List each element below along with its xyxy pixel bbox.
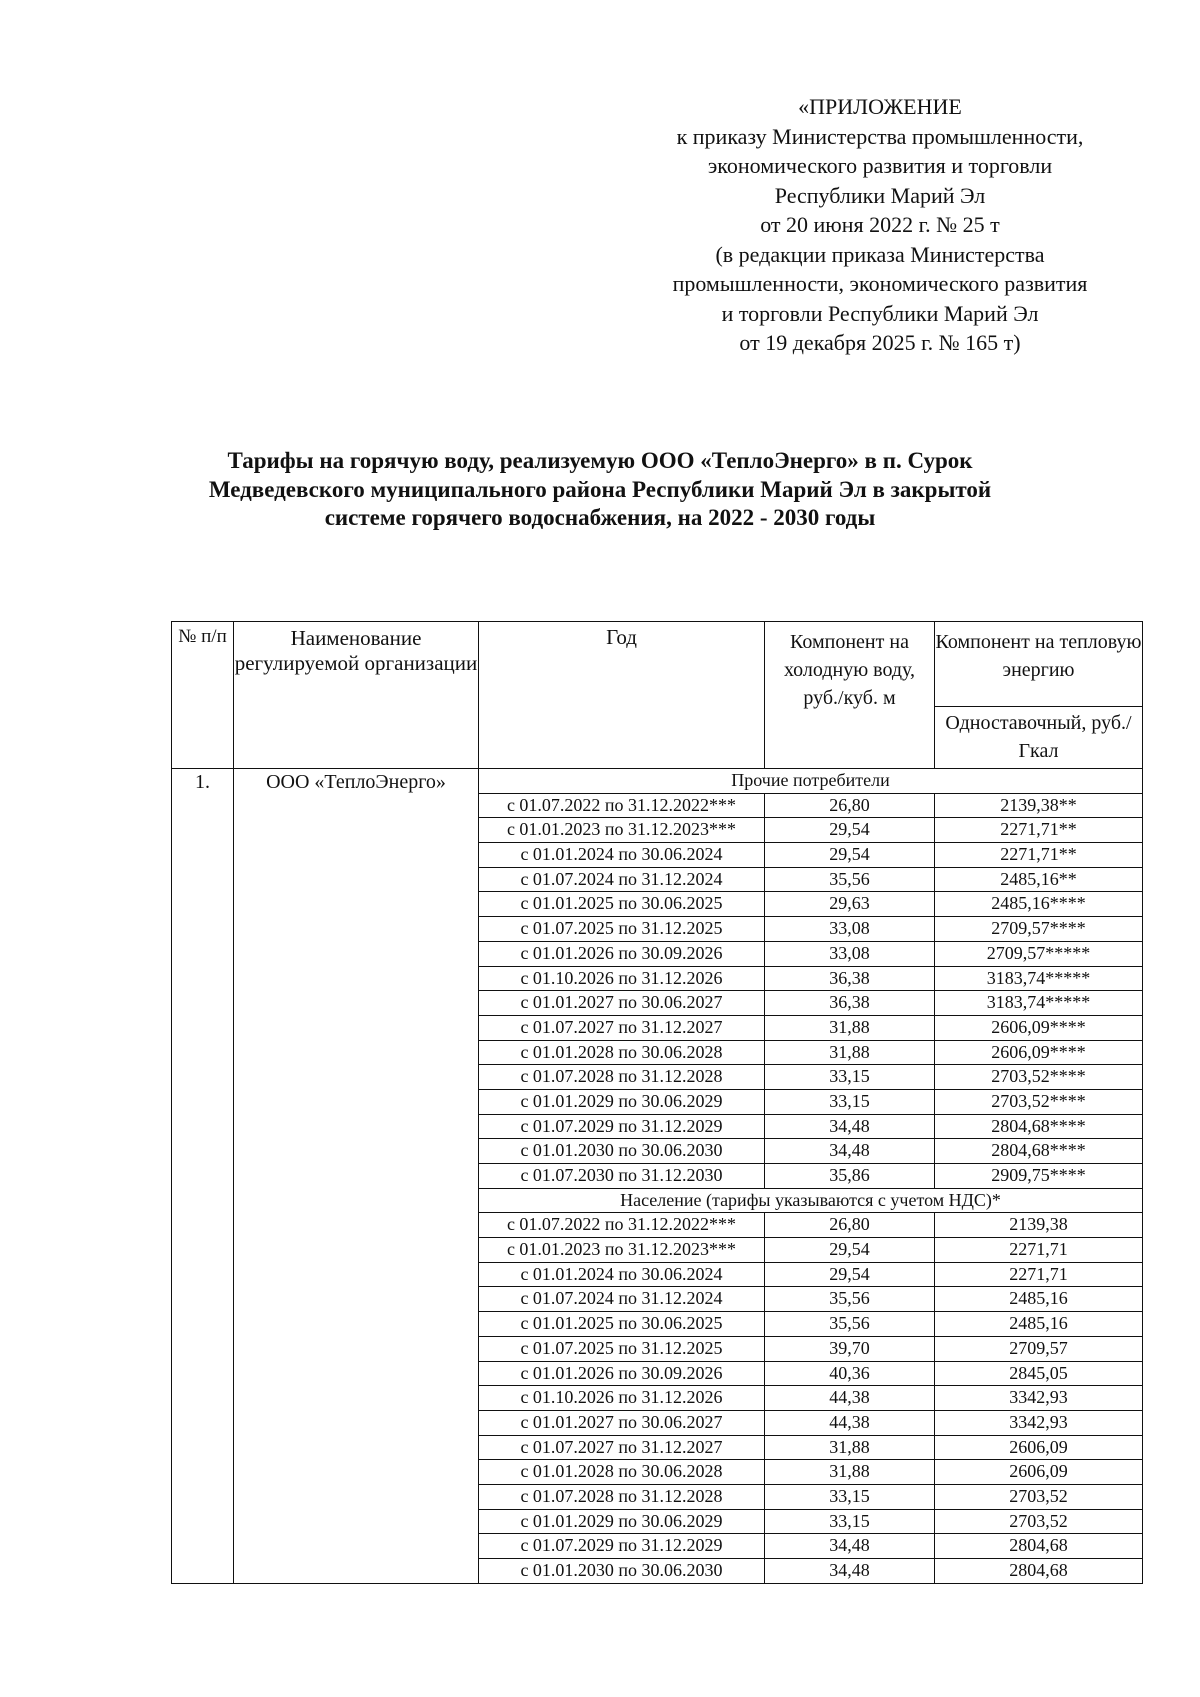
period-cell: с 01.01.2030 по 30.06.2030 xyxy=(479,1559,765,1584)
heat-energy-cell: 2709,57 xyxy=(935,1336,1143,1361)
period-cell: с 01.07.2027 по 31.12.2027 xyxy=(479,1435,765,1460)
heat-energy-cell: 3183,74***** xyxy=(935,966,1143,991)
appendix-line: от 19 декабря 2025 г. № 165 т) xyxy=(739,330,1021,355)
heat-energy-cell: 2606,09**** xyxy=(935,1040,1143,1065)
cold-water-cell: 33,15 xyxy=(765,1484,935,1509)
cold-water-cell: 44,38 xyxy=(765,1410,935,1435)
appendix-line: промышленности, экономического развития xyxy=(672,271,1088,296)
period-cell: с 01.10.2026 по 31.12.2026 xyxy=(479,1386,765,1411)
cold-water-cell: 35,56 xyxy=(765,1312,935,1337)
heat-energy-cell: 3342,93 xyxy=(935,1410,1143,1435)
appendix-line: к приказу Министерства промышленности, xyxy=(676,123,1084,149)
cold-water-cell: 34,48 xyxy=(765,1559,935,1584)
heat-energy-cell: 2703,52 xyxy=(935,1484,1143,1509)
heat-energy-cell: 2804,68**** xyxy=(935,1114,1143,1139)
period-cell: с 01.01.2030 по 30.06.2030 xyxy=(479,1139,765,1164)
appendix-line: и торговли Республики Марий Эл xyxy=(721,300,1039,326)
appendix-line: (в редакции приказа Министерства xyxy=(715,241,1045,267)
cold-water-cell: 36,38 xyxy=(765,991,935,1016)
period-cell: с 01.07.2029 по 31.12.2029 xyxy=(479,1534,765,1559)
period-cell: с 01.10.2026 по 31.12.2026 xyxy=(479,966,765,991)
title-line: системе горячего водоснабжения, на 2022 - 2030 годы xyxy=(324,505,876,530)
heat-energy-cell: 2709,57***** xyxy=(935,941,1143,966)
header-organization: Наименование регулируемой организации xyxy=(234,622,479,769)
appendix-line: экономического развития и торговли xyxy=(707,153,1053,178)
header-heat-single-rate: Одноставочный, руб./Гкал xyxy=(935,707,1143,769)
cold-water-cell: 33,15 xyxy=(765,1065,935,1090)
section-title: Население (тарифы указываются с учетом НДС)* xyxy=(479,1188,1143,1213)
cold-water-cell: 33,15 xyxy=(765,1509,935,1534)
period-cell: с 01.01.2029 по 30.06.2029 xyxy=(479,1509,765,1534)
cold-water-cell: 33,08 xyxy=(765,941,935,966)
cold-water-cell: 29,54 xyxy=(765,1262,935,1287)
period-cell: с 01.07.2027 по 31.12.2027 xyxy=(479,1015,765,1040)
heat-energy-cell: 2485,16 xyxy=(935,1312,1143,1337)
cold-water-cell: 29,54 xyxy=(765,1238,935,1263)
period-cell: с 01.01.2023 по 31.12.2023*** xyxy=(479,818,765,843)
cold-water-cell: 33,08 xyxy=(765,917,935,942)
cold-water-cell: 35,56 xyxy=(765,1287,935,1312)
period-cell: с 01.01.2024 по 30.06.2024 xyxy=(479,1262,765,1287)
period-cell: с 01.01.2027 по 30.06.2027 xyxy=(479,1410,765,1435)
heat-energy-cell: 2804,68 xyxy=(935,1559,1143,1584)
cold-water-cell: 39,70 xyxy=(765,1336,935,1361)
cold-water-cell: 31,88 xyxy=(765,1435,935,1460)
document-title xyxy=(150,447,1050,533)
heat-energy-cell: 2485,16** xyxy=(935,867,1143,892)
cold-water-cell: 33,15 xyxy=(765,1089,935,1114)
period-cell: с 01.01.2026 по 30.09.2026 xyxy=(479,1361,765,1386)
period-cell: с 01.07.2024 по 31.12.2024 xyxy=(479,867,765,892)
title-line: Тарифы на горячую воду, реализуемую ООО «ТеплоЭнерго» в п. Сурок xyxy=(227,448,973,473)
period-cell: с 01.01.2024 по 30.06.2024 xyxy=(479,843,765,868)
header-cold-water: Компонент на холодную воду, руб./куб. м xyxy=(765,622,935,769)
heat-energy-cell: 2804,68**** xyxy=(935,1139,1143,1164)
section-title: Прочие потребители xyxy=(479,769,1143,794)
heat-energy-cell: 2606,09 xyxy=(935,1460,1143,1485)
cold-water-cell: 35,86 xyxy=(765,1164,935,1189)
appendix-line: Республики Марий Эл xyxy=(774,182,986,208)
cold-water-cell: 31,88 xyxy=(765,1015,935,1040)
title-line: Медведевского муниципального района Республики Марий Эл в закрытой xyxy=(208,476,992,502)
organization-name: ООО «ТеплоЭнерго» xyxy=(234,769,479,1584)
period-cell: с 01.07.2029 по 31.12.2029 xyxy=(479,1114,765,1139)
appendix-header xyxy=(600,92,1160,358)
heat-energy-cell: 2909,75**** xyxy=(935,1164,1143,1189)
row-number: 1. xyxy=(172,769,234,1584)
header-heat-energy: Компонент на тепловую энергию xyxy=(935,622,1143,707)
heat-energy-cell: 2485,16 xyxy=(935,1287,1143,1312)
heat-energy-cell: 2804,68 xyxy=(935,1534,1143,1559)
period-cell: с 01.07.2030 по 31.12.2030 xyxy=(479,1164,765,1189)
heat-energy-cell: 2271,71** xyxy=(935,818,1143,843)
heat-energy-cell: 2606,09 xyxy=(935,1435,1143,1460)
heat-energy-cell: 2271,71** xyxy=(935,843,1143,868)
period-cell: с 01.01.2025 по 30.06.2025 xyxy=(479,1312,765,1337)
heat-energy-cell: 2703,52**** xyxy=(935,1065,1143,1090)
header-year: Год xyxy=(479,622,765,769)
period-cell: с 01.07.2025 по 31.12.2025 xyxy=(479,1336,765,1361)
heat-energy-cell: 3342,93 xyxy=(935,1386,1143,1411)
section-row xyxy=(172,769,1143,794)
cold-water-cell: 31,88 xyxy=(765,1040,935,1065)
cold-water-cell: 36,38 xyxy=(765,966,935,991)
heat-energy-cell: 2845,05 xyxy=(935,1361,1143,1386)
cold-water-cell: 34,48 xyxy=(765,1139,935,1164)
appendix-line: от 20 июня 2022 г. № 25 т xyxy=(760,212,1000,237)
heat-energy-cell: 2709,57**** xyxy=(935,917,1143,942)
heat-energy-cell: 2139,38** xyxy=(935,793,1143,818)
heat-energy-cell: 2703,52**** xyxy=(935,1089,1143,1114)
heat-energy-cell: 2485,16**** xyxy=(935,892,1143,917)
cold-water-cell: 29,54 xyxy=(765,818,935,843)
heat-energy-cell: 2606,09**** xyxy=(935,1015,1143,1040)
cold-water-cell: 40,36 xyxy=(765,1361,935,1386)
cold-water-cell: 34,48 xyxy=(765,1534,935,1559)
heat-energy-cell: 2703,52 xyxy=(935,1509,1143,1534)
cold-water-cell: 29,63 xyxy=(765,892,935,917)
appendix-line: «ПРИЛОЖЕНИЕ xyxy=(798,94,962,119)
heat-energy-cell: 2271,71 xyxy=(935,1262,1143,1287)
period-cell: с 01.07.2022 по 31.12.2022*** xyxy=(479,1213,765,1238)
cold-water-cell: 35,56 xyxy=(765,867,935,892)
period-cell: с 01.01.2025 по 30.06.2025 xyxy=(479,892,765,917)
period-cell: с 01.07.2022 по 31.12.2022*** xyxy=(479,793,765,818)
heat-energy-cell: 2139,38 xyxy=(935,1213,1143,1238)
period-cell: с 01.01.2026 по 30.09.2026 xyxy=(479,941,765,966)
heat-energy-cell: 2271,71 xyxy=(935,1238,1143,1263)
period-cell: с 01.01.2023 по 31.12.2023*** xyxy=(479,1238,765,1263)
cold-water-cell: 34,48 xyxy=(765,1114,935,1139)
heat-energy-cell: 3183,74***** xyxy=(935,991,1143,1016)
cold-water-cell: 26,80 xyxy=(765,1213,935,1238)
cold-water-cell: 26,80 xyxy=(765,793,935,818)
cold-water-cell: 29,54 xyxy=(765,843,935,868)
period-cell: с 01.07.2025 по 31.12.2025 xyxy=(479,917,765,942)
header-number: № п/п xyxy=(172,622,234,769)
period-cell: с 01.07.2024 по 31.12.2024 xyxy=(479,1287,765,1312)
cold-water-cell: 44,38 xyxy=(765,1386,935,1411)
cold-water-cell: 31,88 xyxy=(765,1460,935,1485)
period-cell: с 01.07.2028 по 31.12.2028 xyxy=(479,1065,765,1090)
period-cell: с 01.01.2028 по 30.06.2028 xyxy=(479,1460,765,1485)
period-cell: с 01.01.2028 по 30.06.2028 xyxy=(479,1040,765,1065)
tariff-table xyxy=(171,621,1143,1584)
period-cell: с 01.01.2027 по 30.06.2027 xyxy=(479,991,765,1016)
period-cell: с 01.07.2028 по 31.12.2028 xyxy=(479,1484,765,1509)
period-cell: с 01.01.2029 по 30.06.2029 xyxy=(479,1089,765,1114)
